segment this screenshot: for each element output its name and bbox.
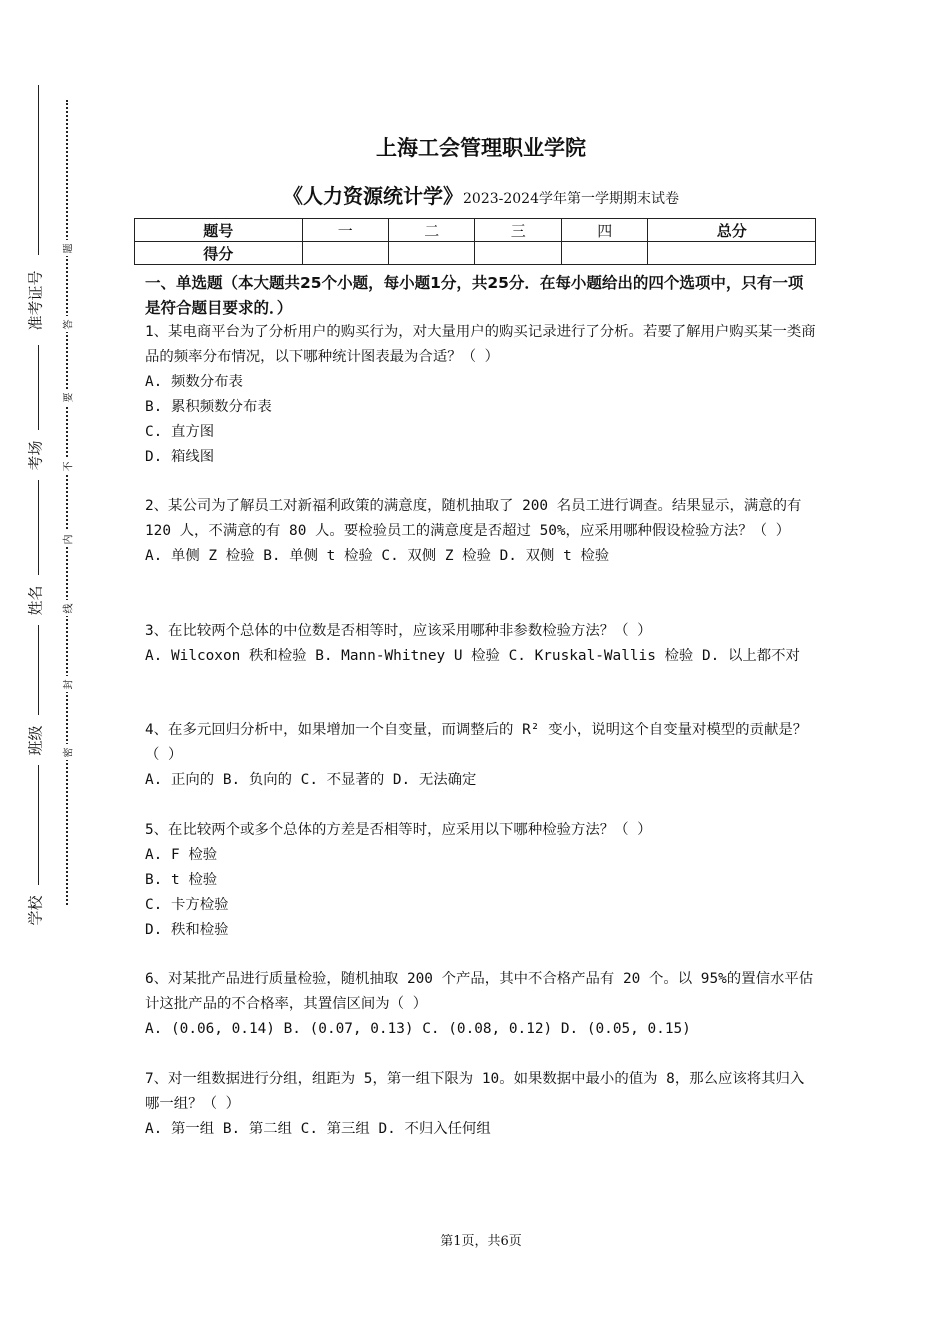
question-5 xyxy=(145,818,817,943)
score-cell[interactable] xyxy=(561,242,647,265)
seal-warning-char: 要 xyxy=(59,389,75,405)
score-table-header-row xyxy=(135,219,816,242)
question-stem: 6、对某批产品进行质量检验，随机抽取 200 个产品，其中不合格产品有 20 个。以 95%的置信水平估计这批产品的不合格率，其置信区间为（ ） xyxy=(145,971,814,1012)
score-header-cell: 题号 xyxy=(135,219,303,242)
score-header-cell: 三 xyxy=(475,219,561,242)
seal-warning-char: 答 xyxy=(59,316,75,332)
question-stem: 4、在多元回归分析中，如果增加一个自变量，而调整后的 R² 变小，说明这个自变量对模型的贡献是？（ ） xyxy=(145,722,808,763)
seal-warning-char: 题 xyxy=(59,240,75,256)
question-4 xyxy=(145,718,817,793)
exam-number-label: 准考证号 xyxy=(18,255,52,345)
question-7 xyxy=(145,1067,817,1142)
question-stem: 1、某电商平台为了分析用户的购买行为，对大量用户的购买记录进行了分析。若要了解用户购买某一类商品的频率分布情况，以下哪种统计图表最为合适？（ ） xyxy=(145,324,816,365)
question-stem: 5、在比较两个或多个总体的方差是否相等时，应采用以下哪种检验方法？（ ） xyxy=(145,822,652,838)
binding-dotted-line xyxy=(66,100,68,905)
term-label: 2023-2024学年第一学期期末试卷 xyxy=(463,191,679,207)
seal-warning-char: 密 xyxy=(59,744,75,760)
score-header-cell: 总分 xyxy=(648,219,816,242)
question-option: D. 秩和检验 xyxy=(145,922,229,938)
school-label: 学校 xyxy=(18,885,52,935)
question-stem: 3、在比较两个总体的中位数是否相等时，应该采用哪种非参数检验方法？（ ） xyxy=(145,623,652,639)
question-option: A. 单侧 Z 检验 B. 单侧 t 检验 C. 双侧 Z 检验 D. 双侧 t 检验 xyxy=(145,548,610,564)
score-header-cell: 二 xyxy=(388,219,474,242)
binding-solid-line xyxy=(38,85,39,935)
score-header-cell: 一 xyxy=(302,219,388,242)
score-cell[interactable] xyxy=(388,242,474,265)
question-option: A. 频数分布表 xyxy=(145,374,243,390)
class-label: 班级 xyxy=(18,715,52,765)
score-cell[interactable] xyxy=(648,242,816,265)
question-option: B. t 检验 xyxy=(145,872,218,888)
exam-subtitle xyxy=(145,180,817,209)
seal-warning-char: 内 xyxy=(59,531,75,547)
question-option: B. 累积频数分布表 xyxy=(145,399,272,415)
name-label: 姓名 xyxy=(18,575,52,625)
score-table-score-row xyxy=(135,242,816,265)
question-option: C. 直方图 xyxy=(145,424,215,440)
score-row-label: 得分 xyxy=(135,242,303,265)
question-stem: 7、对一组数据进行分组，组距为 5，第一组下限为 10。如果数据中最小的值为 8，那么应该将其归入哪一组？（ ） xyxy=(145,1071,805,1112)
course-title: 《人力资源统计学》 xyxy=(283,184,463,208)
page-footer: 第1页，共6页 xyxy=(440,1234,522,1249)
seal-warning-char: 不 xyxy=(59,458,75,474)
question-6 xyxy=(145,967,817,1042)
question-option: A. F 检验 xyxy=(145,847,218,863)
question-3 xyxy=(145,619,817,669)
exam-room-label: 考场 xyxy=(18,430,52,480)
score-table xyxy=(134,218,816,265)
question-option: D. 箱线图 xyxy=(145,449,215,465)
question-stem: 2、某公司为了解员工对新福利政策的满意度，随机抽取了 200 名员工进行调查。结果显示，满意的有 120 人，不满意的有 80 人。要检验员工的满意度是否超过 50%，应采用哪种假设检验方法？（ ） xyxy=(145,498,802,539)
binding-strip xyxy=(0,0,90,1344)
score-cell[interactable] xyxy=(475,242,561,265)
seal-warning-char: 线 xyxy=(59,600,75,616)
question-option: A. 第一组 B. 第二组 C. 第三组 D. 不归入任何组 xyxy=(145,1121,491,1137)
question-option: C. 卡方检验 xyxy=(145,897,229,913)
question-option: A. 正向的 B. 负向的 C. 不显著的 D. 无法确定 xyxy=(145,772,477,788)
school-title: 上海工会管理职业学院 xyxy=(376,136,586,160)
section-title: 一、单选题（本大题共25个小题，每小题1分，共25分．在每小题给出的四个选项中，只有一项是符合题目要求的．） xyxy=(145,274,804,317)
question-2 xyxy=(145,494,817,569)
score-header-cell: 四 xyxy=(561,219,647,242)
seal-warning-char: 封 xyxy=(59,676,75,692)
score-cell[interactable] xyxy=(302,242,388,265)
question-option: A. Wilcoxon 秩和检验 B. Mann-Whitney U 检验 C. Kruskal-Wallis 检验 D. 以上都不对 xyxy=(145,648,800,664)
question-1 xyxy=(145,320,817,470)
question-option: A. (0.06, 0.14) B. (0.07, 0.13) C. (0.08, 0.12) D. (0.05, 0.15) xyxy=(145,1021,691,1037)
